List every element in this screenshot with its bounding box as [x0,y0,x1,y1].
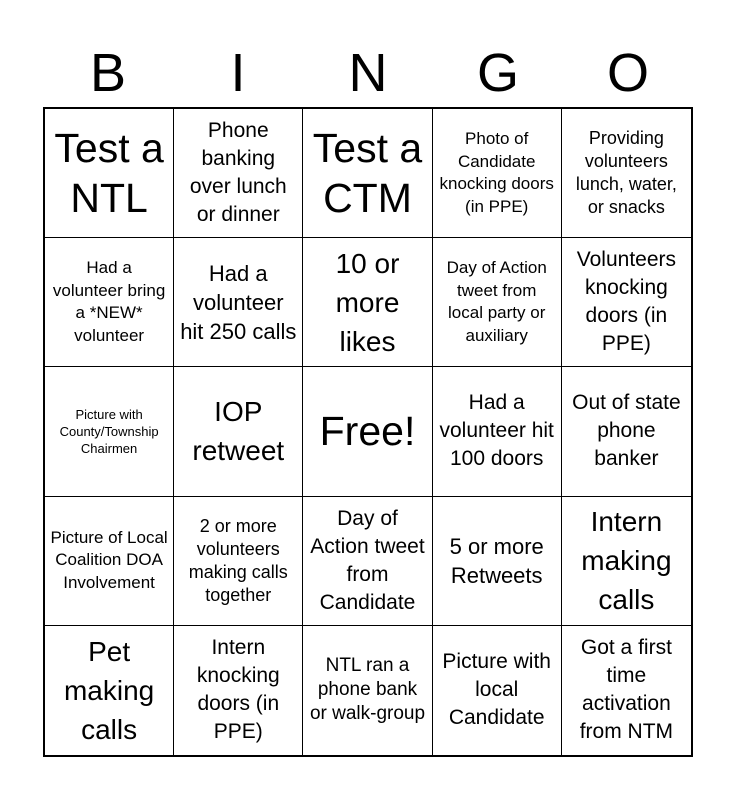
header-letter-i: I [230,43,246,103]
bingo-cell[interactable] [562,626,691,755]
bingo-cell[interactable] [174,109,303,238]
bingo-cell[interactable] [45,626,174,755]
bingo-cell[interactable] [303,109,432,238]
header-letter-g: G [476,43,519,103]
cell-text: Out of state phone banker [572,391,681,471]
bingo-cell[interactable] [562,497,691,626]
bingo-cell[interactable] [303,497,432,626]
bingo-cell[interactable] [562,238,691,367]
bingo-cell[interactable] [433,497,562,626]
bingo-cell[interactable] [562,367,691,496]
cell-text: Had a volunteer hit 250 calls [180,260,297,344]
cell-text: Pet making calls [63,635,155,745]
bingo-cell[interactable] [433,626,562,755]
cell-text: Day of Action tweet from local party or auxiliary [446,258,547,345]
bingo-cell[interactable] [303,626,432,755]
cell-text: Test a NTL [54,125,164,222]
cell-text: Day of Action tweet from Candidate [310,506,425,614]
bingo-cell[interactable] [45,367,174,496]
cell-text: Test a CTM [312,125,423,222]
bingo-cell[interactable] [433,238,562,367]
header-letter-b: B [89,43,127,103]
cell-text: Photo of Candidate knocking doors (in PPE) [439,129,554,216]
cell-text: 10 or more likes [335,247,400,357]
cell-text: Intern knocking doors (in PPE) [196,636,280,744]
cell-text: Picture of Local Coalition DOA Involvement [50,527,168,592]
cell-text: Got a first time activation from NTM [579,636,674,744]
cell-text: Had a volunteer hit 100 doors [439,391,554,471]
bingo-cell-free[interactable] [303,367,432,496]
cell-text: Had a volunteer bring a *NEW* volunteer [52,258,166,345]
cell-text: Volunteers knocking doors (in PPE) [576,248,677,356]
bingo-header [43,40,693,106]
cell-text: NTL ran a phone bank or walk-group [309,655,426,725]
bingo-cell[interactable] [433,109,562,238]
cell-text: 5 or more Retweets [449,533,544,588]
cell-text: Intern making calls [581,506,672,616]
cell-text: IOP retweet [192,396,285,467]
cell-text: Free! [319,408,416,455]
cell-text: Phone banking over lunch or dinner [189,119,287,227]
bingo-cell[interactable] [433,367,562,496]
bingo-cell[interactable] [174,238,303,367]
cell-text: 2 or more volunteers making calls together [188,515,288,605]
cell-text: Picture with County/Township Chairmen [59,406,159,456]
bingo-cell[interactable] [45,109,174,238]
bingo-cell[interactable] [174,626,303,755]
cell-text: Picture with local Candidate [442,650,551,730]
bingo-cell[interactable] [45,238,174,367]
bingo-cell[interactable] [562,109,691,238]
bingo-cell[interactable] [174,497,303,626]
bingo-board [43,107,693,757]
cell-text: Providing volunteers lunch, water, or snacks [575,128,677,218]
bingo-cell[interactable] [45,497,174,626]
header-letter-o: O [606,43,649,103]
header-letter-n: N [348,43,388,103]
bingo-cell[interactable] [303,238,432,367]
bingo-cell[interactable] [174,367,303,496]
